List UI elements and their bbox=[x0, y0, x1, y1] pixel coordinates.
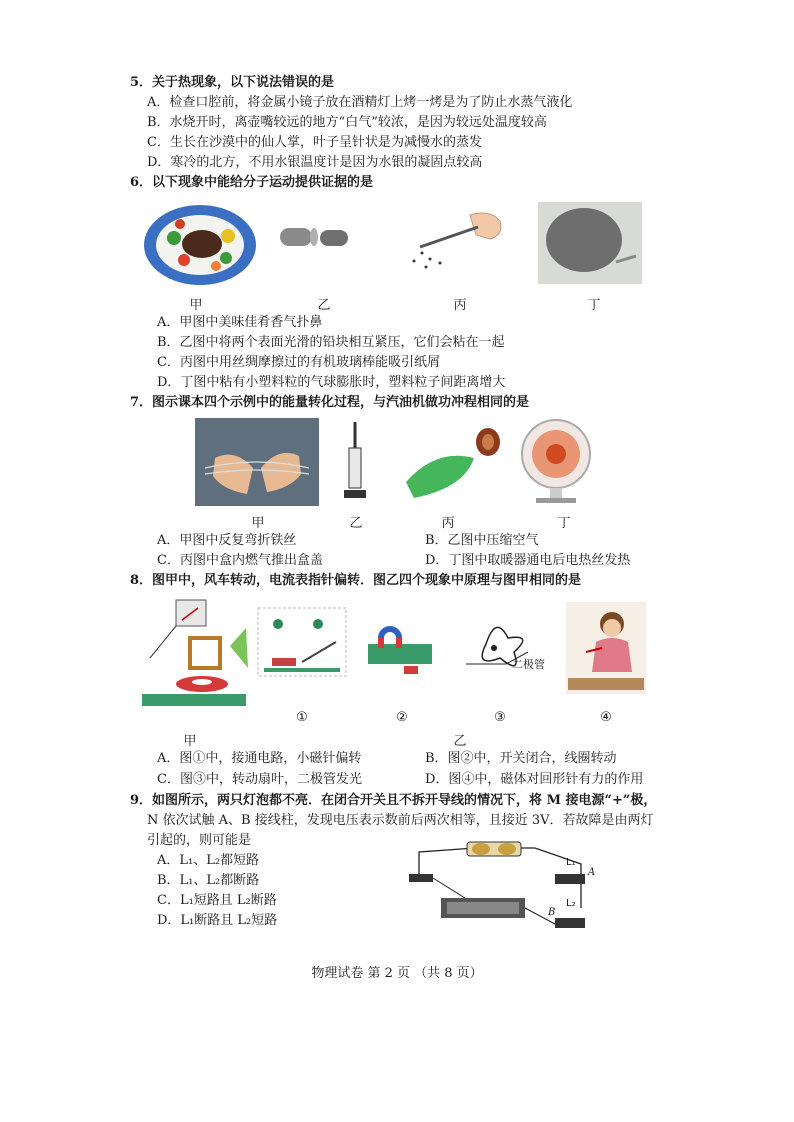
q8-label-4: ④ bbox=[600, 710, 612, 725]
q8-label-2: ② bbox=[396, 710, 408, 725]
q8-figure-jia-windmill-ammeter bbox=[136, 598, 250, 716]
q6-option-d: D．丁图中粘有小塑料粒的气球膨胀时，塑料粒子间距离增大 bbox=[157, 375, 506, 390]
q6-label-jia: 甲 bbox=[189, 298, 203, 313]
q8-option-d: D．图④中，磁体对回形针有力的作用 bbox=[425, 772, 644, 787]
q6-figure-ding-balloon bbox=[538, 202, 642, 284]
q5-option-a: A．检查口腔前，将金属小镜子放在酒精灯上烤一烤是为了防止水蒸气液化 bbox=[147, 95, 573, 110]
q7-figure-ding-electric-heater bbox=[518, 416, 596, 506]
q8-label-yi: 乙 bbox=[453, 734, 467, 749]
q9-stem-line-2: N 依次试触 A、B 接线柱，发现电压表示数前后两次相等，且接近 3V．若故障是由两灯 bbox=[147, 813, 654, 828]
q9-option-a: A．L₁、L₂都短路 bbox=[157, 853, 260, 868]
q8-figure-1-compass-circuit bbox=[256, 604, 348, 680]
q8-figure-4-magnet-paperclip bbox=[566, 602, 646, 694]
q9-stem-line-1: 9．如图所示，两只灯泡都不亮．在闭合开关且不拆开导线的情况下，将 M 接电源“+”极， bbox=[130, 793, 657, 808]
q7-figure-yi-air-compressor bbox=[340, 418, 370, 504]
q8-label-3: ③ bbox=[494, 710, 506, 725]
q8-stem: 8．图甲中，风车转动，电流表指针偏转．图乙四个现象中原理与图甲相同的是 bbox=[130, 573, 582, 588]
q8-figure-2-motor-coil bbox=[364, 614, 440, 680]
q6-option-c: C．丙图中用丝绸摩擦过的有机玻璃棒能吸引纸屑 bbox=[157, 355, 440, 370]
q9-stem-line-3: 引起的，则可能是 bbox=[147, 833, 252, 848]
q6-label-bing: 丙 bbox=[453, 298, 467, 313]
q8-option-a: A．图①中，接通电路，小磁针偏转 bbox=[157, 751, 362, 766]
q6-option-a: A．甲图中美味佳肴香气扑鼻 bbox=[157, 315, 323, 330]
q5-option-b: B．水烧开时，离壶嘴较远的地方“白气”较浓，是因为较远处温度较高 bbox=[147, 115, 547, 130]
q6-figure-bing-glass-rod bbox=[400, 205, 510, 270]
q5-stem: 5．关于热现象，以下说法错误的是 bbox=[130, 75, 335, 90]
q9-option-d: D．L₁断路且 L₂短路 bbox=[157, 913, 278, 928]
q6-figure-jia-food-plate bbox=[140, 200, 260, 290]
q7-label-bing: 丙 bbox=[441, 516, 455, 531]
q7-label-yi: 乙 bbox=[349, 516, 363, 531]
q9-label-l1: L₁ bbox=[566, 857, 576, 868]
q9-option-c: C．L₁短路且 L₂断路 bbox=[157, 893, 277, 908]
q6-option-b: B．乙图中将两个表面光滑的铅块相互紧压，它们会粘在一起 bbox=[157, 335, 505, 350]
q6-label-yi: 乙 bbox=[317, 298, 331, 313]
q7-figure-jia-bending-wire bbox=[195, 418, 319, 506]
q9-option-b: B．L₁、L₂都断路 bbox=[157, 873, 260, 888]
q6-stem: 6．以下现象中能给分子运动提供证据的是 bbox=[130, 175, 374, 190]
q9-label-l2: L₂ bbox=[566, 898, 576, 909]
q7-stem: 7．图示课本四个示例中的能量转化过程，与汽油机做功冲程相同的是 bbox=[130, 395, 530, 410]
q8-option-b: B．图②中，开关闭合，线圈转动 bbox=[425, 751, 617, 766]
page-footer: 物理试卷 第 2 页 （共 8 页） bbox=[311, 966, 483, 981]
q8-option-c: C．图③中，转动扇叶，二极管发光 bbox=[157, 772, 362, 787]
q9-label-b: B bbox=[548, 907, 556, 918]
q7-option-a: A．甲图中反复弯折铁丝 bbox=[157, 533, 297, 548]
q7-option-b: B．乙图中压缩空气 bbox=[425, 533, 539, 548]
q6-label-ding: 丁 bbox=[587, 298, 601, 313]
q9-label-a: A bbox=[588, 867, 596, 878]
q7-label-ding: 丁 bbox=[557, 516, 571, 531]
q8-label-1: ① bbox=[296, 710, 308, 725]
q9-figure-circuit bbox=[405, 838, 595, 934]
q5-option-c: C．生长在沙漠中的仙人掌，叶子呈针状是为减慢水的蒸发 bbox=[147, 135, 482, 150]
q8-label-jia: 甲 bbox=[183, 734, 197, 749]
q8-diode-label: 二极管 bbox=[512, 658, 545, 671]
q7-label-jia: 甲 bbox=[251, 516, 265, 531]
q5-option-d: D．寒冷的北方，不用水银温度计是因为水银的凝固点较高 bbox=[147, 155, 483, 170]
q7-option-c: C．丙图中盒内燃气推出盒盖 bbox=[157, 553, 323, 568]
q6-figure-yi-lead-blocks bbox=[270, 218, 360, 258]
q7-option-d: D．丁图中取暖器通电后电热丝发热 bbox=[425, 553, 631, 568]
q7-figure-bing-gas-box bbox=[394, 420, 504, 504]
